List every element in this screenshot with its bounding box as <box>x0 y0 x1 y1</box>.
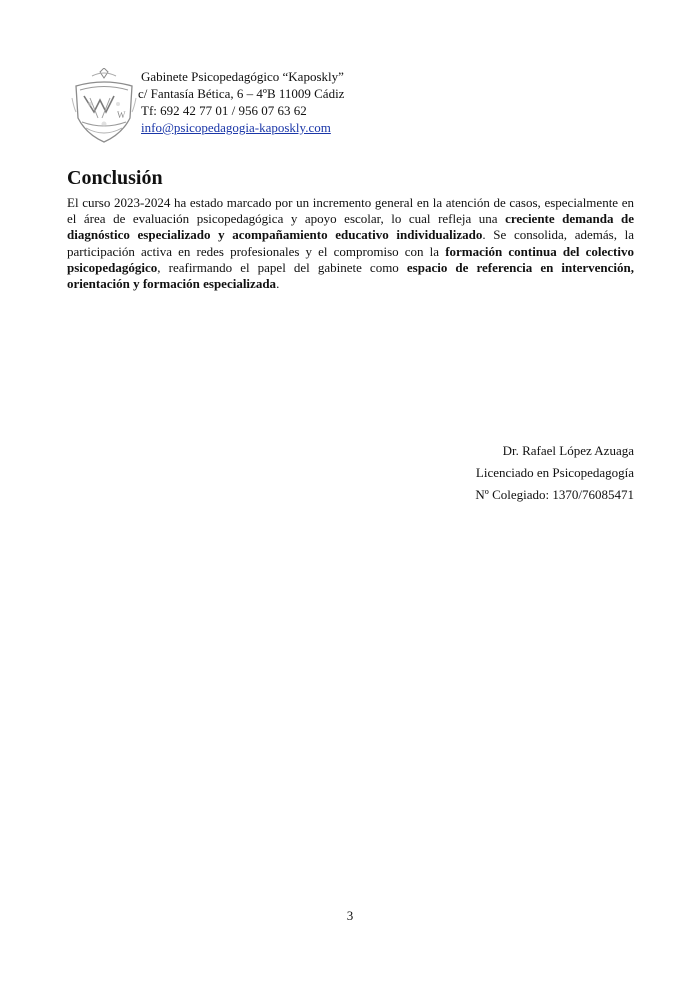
paragraph-emphasis: formación continua del colectivo psicopedagógico <box>67 243 634 275</box>
signatory-registration: Nº Colegiado: 1370/76085471 <box>475 487 634 502</box>
conclusion-paragraph <box>67 195 634 292</box>
organization-address: c/ Fantasía Bética, 6 – 4ºB 11009 Cádiz <box>138 86 345 101</box>
paragraph-text: El curso 2023-2024 ha estado marcado por un incremento general en la atención de casos, especialmente en el área de evaluación psicopedagógica y apoyo escolar, lo cual refleja una <box>67 195 634 227</box>
signatory-degree: Licenciado en Psicopedagogía <box>475 465 634 480</box>
paragraph-text: , reafirmando el papel del gabinete como <box>157 259 407 275</box>
signatory-name: Dr. Rafael López Azuaga <box>502 443 634 458</box>
section-title: Conclusión <box>67 167 163 189</box>
page-number: 3 <box>346 908 354 923</box>
crest-logo-icon <box>70 68 138 146</box>
organization-header <box>138 68 458 136</box>
email-link[interactable]: info@psicopedagogia-kaposkly.com <box>141 120 331 135</box>
organization-name: Gabinete Psicopedagógico “Kaposkly” <box>141 69 344 84</box>
signature-block <box>475 440 634 506</box>
organization-phone: Tf: 692 42 77 01 / 956 07 63 62 <box>141 103 307 118</box>
paragraph-emphasis: espacio de referencia en intervención, orientación y formación especializada <box>67 259 634 292</box>
svg-text:W: W <box>117 110 126 120</box>
paragraph-emphasis: creciente demanda de diagnóstico especializado y acompañamiento educativo individualizado <box>67 211 634 243</box>
paragraph-text: . <box>276 276 280 292</box>
paragraph-text: . Se consolida, además, la participación activa en redes profesionales y el compromiso con la <box>67 227 635 259</box>
